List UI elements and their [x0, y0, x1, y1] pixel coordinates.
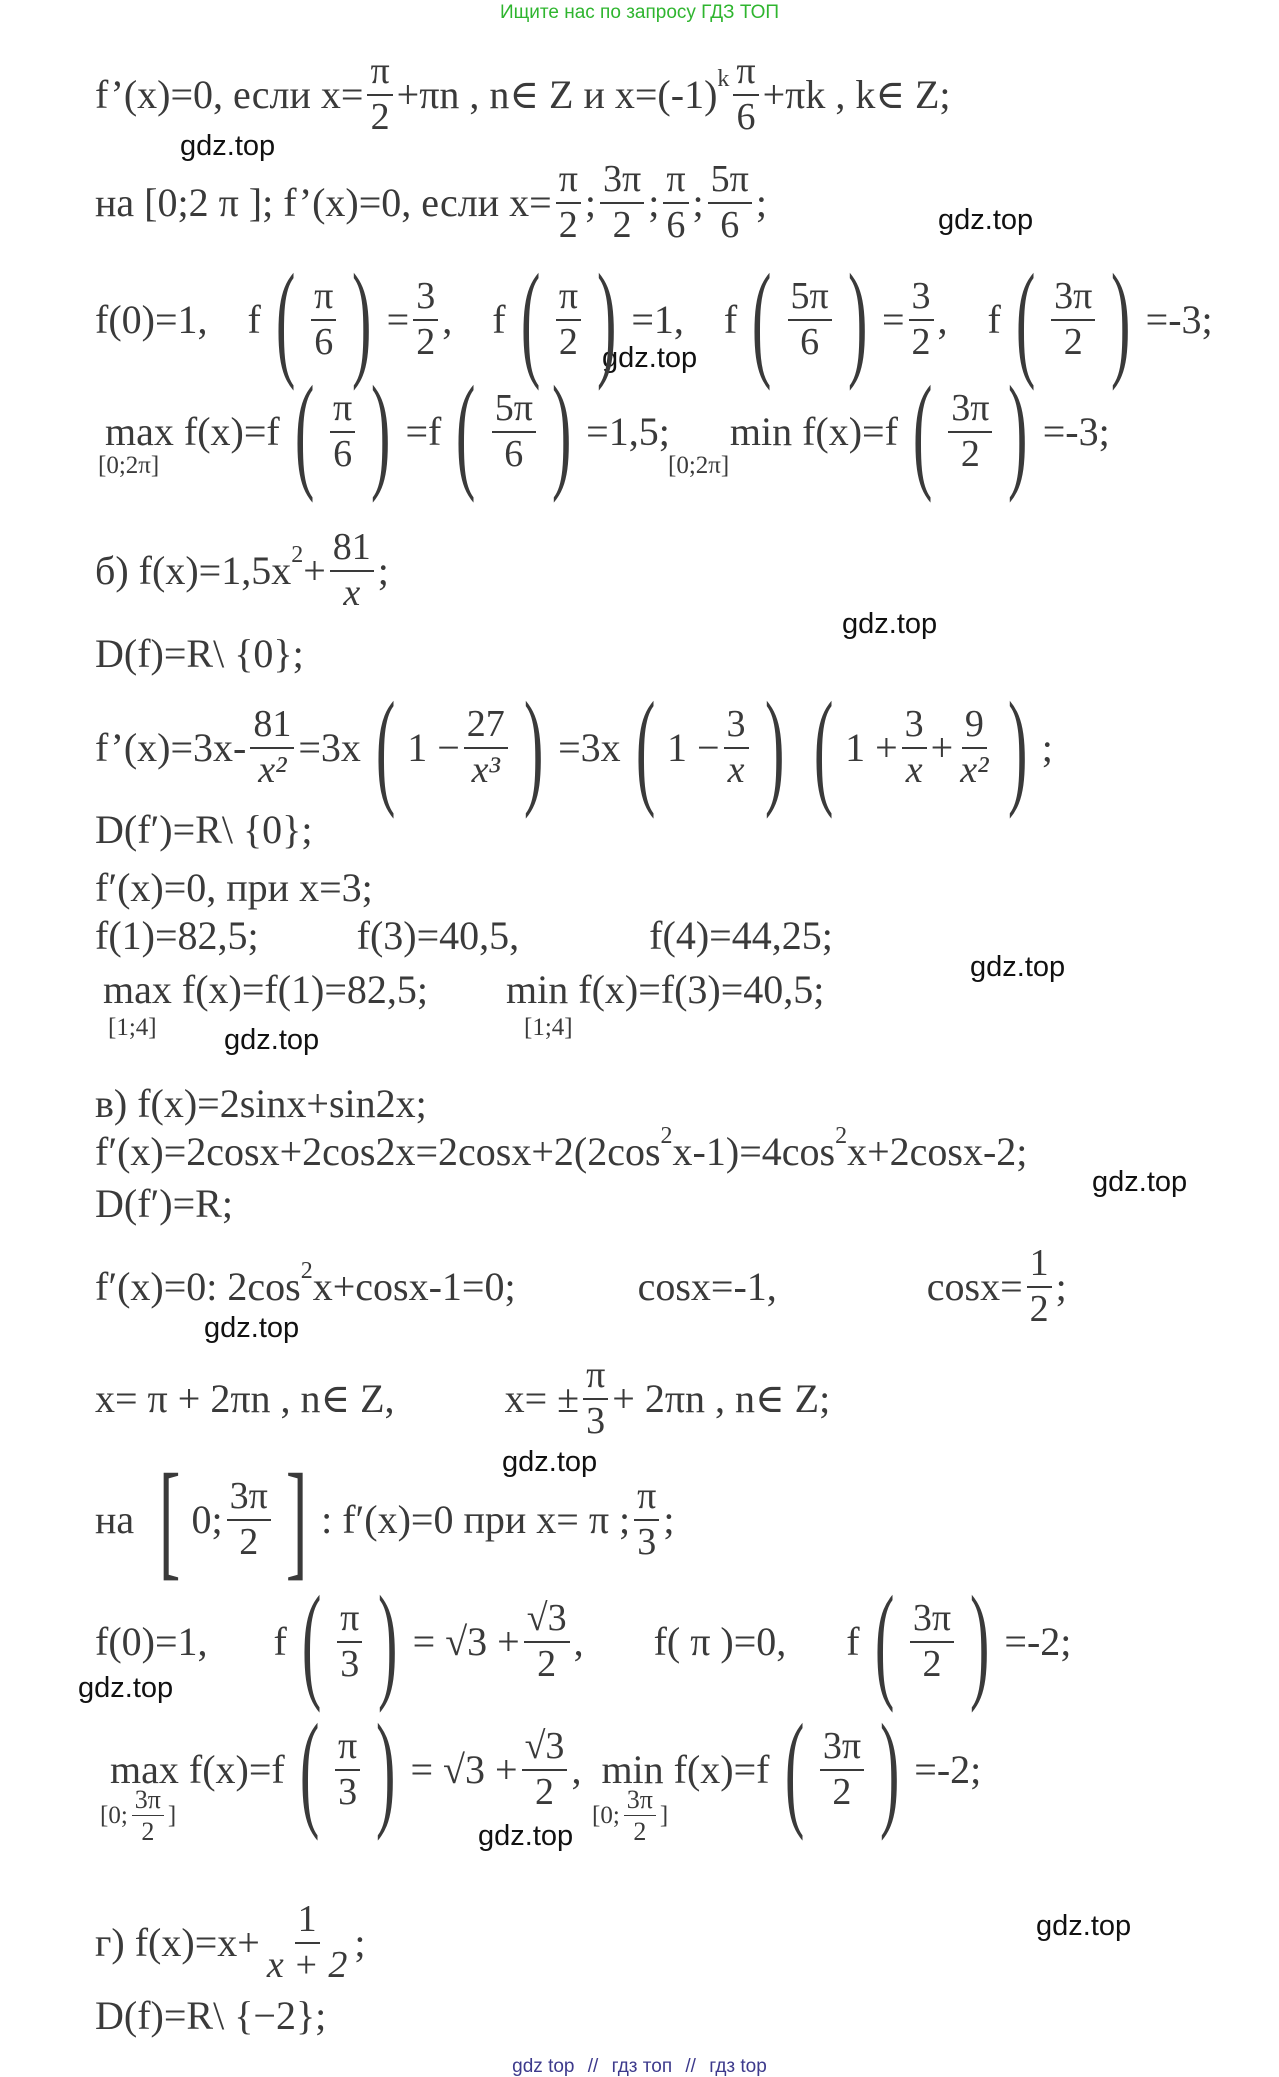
fraction [337, 1599, 362, 1685]
formula-line [95, 1244, 1067, 1330]
text: =-2; [914, 1747, 982, 1792]
text: в) f(x)=2sinx+sin2x; [95, 1081, 427, 1126]
fraction-numerator: 3 [724, 705, 749, 749]
watermark: gdz.top [602, 342, 698, 374]
fraction-denominator: 2 [537, 1643, 557, 1685]
fraction [663, 160, 688, 246]
fraction-numerator: 3 [909, 277, 934, 321]
formula-line [95, 1082, 427, 1126]
parentheses [624, 676, 796, 820]
fraction-denominator: 2 [535, 1771, 554, 1813]
paren-open: ( [874, 1570, 895, 1714]
text: , [937, 297, 948, 342]
fraction-numerator: π [556, 277, 581, 321]
watermark: gdz.top [938, 204, 1034, 236]
text: , [573, 1619, 584, 1664]
text: ] [167, 1801, 177, 1829]
fraction [492, 389, 536, 475]
formula-line [95, 248, 1213, 392]
fraction [902, 705, 927, 791]
text: x-1)=4cos [672, 1129, 836, 1174]
fraction [311, 277, 336, 363]
fraction-denominator: x [727, 749, 745, 791]
text: f [723, 297, 738, 342]
fraction-denominator: 2 [633, 1817, 647, 1847]
text: f(4)=44,25; [649, 913, 833, 958]
text: + 2πn , n∈ Z; [612, 1375, 831, 1421]
fraction-denominator: x [343, 571, 361, 614]
parentheses [901, 360, 1040, 504]
text: f [492, 297, 506, 342]
fraction [556, 160, 581, 246]
top-banner[interactable]: Ищите нас по запросу ГДЗ ТОП [499, 2, 780, 23]
fraction-numerator: π [311, 277, 336, 321]
parentheses [740, 248, 879, 392]
paren-close: ) [1007, 676, 1027, 820]
text: f(3)=40,5, [356, 913, 520, 958]
fraction-denominator: 6 [666, 203, 686, 246]
watermark: gdz.top [180, 130, 276, 162]
text: , [442, 297, 453, 342]
text: б) f(x)=1,5x [95, 547, 292, 593]
parentheses [1004, 248, 1143, 392]
fraction [250, 705, 294, 791]
text: ; [1055, 1263, 1067, 1309]
watermark: gdz.top [1036, 1910, 1132, 1942]
superscript: 2 [835, 1122, 848, 1149]
text: = [386, 297, 410, 342]
paren-open: ( [299, 1698, 320, 1842]
text: г) f(x)=x+ [95, 1919, 260, 1965]
text: ; [663, 1497, 675, 1542]
paren-open: ( [301, 1570, 322, 1714]
footer-link[interactable]: gdz top [512, 2056, 575, 2077]
fraction-numerator: 3 [413, 277, 438, 321]
fraction-denominator: 6 [504, 433, 524, 475]
fraction [1051, 277, 1095, 363]
fraction-numerator: 3π [948, 389, 992, 433]
parentheses [283, 360, 403, 504]
text: f’(x)=0, если x= [95, 71, 364, 117]
text: cosx=-1, [637, 1263, 777, 1309]
fraction [600, 160, 644, 246]
fraction-denominator: 2 [1029, 1287, 1049, 1330]
paren-close: ) [371, 360, 391, 504]
text: =3x [558, 725, 621, 770]
formula-line [95, 676, 1053, 820]
text: =1, [631, 297, 684, 342]
text: на [95, 1497, 135, 1542]
paren-close: ) [764, 676, 784, 820]
text: f′(x)=2cosx+2cos2x=2cosx+2(2cos [95, 1129, 661, 1174]
fraction-numerator: π [733, 52, 758, 96]
fraction-denominator: 6 [800, 321, 820, 363]
fraction-numerator: 5π [788, 277, 832, 321]
fraction-numerator: 3π [600, 160, 644, 204]
parentheses [290, 1570, 410, 1714]
interval-subscript: [0;2π] [98, 452, 160, 479]
fraction [733, 52, 758, 138]
text: f [987, 297, 1001, 342]
text: =3x [298, 725, 361, 770]
paren-open: ( [294, 360, 315, 504]
fraction [522, 1727, 568, 1813]
paren-open: ( [813, 676, 834, 820]
paren-open: ( [456, 360, 476, 504]
text: =1,5; [586, 409, 670, 454]
fraction-denominator: 2 [922, 1643, 942, 1685]
fraction-denominator: 3 [338, 1771, 358, 1813]
text: , [571, 1747, 582, 1792]
text: f(0)=1, [95, 1619, 208, 1664]
fraction-denominator: 6 [333, 433, 353, 475]
fraction-numerator: 1 [1027, 1244, 1052, 1288]
text: : f′(x)=0 при x= π ; [321, 1497, 631, 1542]
fraction-numerator: √3 [522, 1727, 568, 1771]
fraction-denominator: 2 [1063, 321, 1083, 363]
text: x+2cosx-2; [847, 1129, 1028, 1174]
fraction-numerator: π [556, 160, 581, 204]
fraction-denominator: 2 [239, 1521, 259, 1563]
superscript: 2 [660, 1122, 673, 1149]
text: x= π + 2πn , n∈ Z, [95, 1375, 395, 1421]
text: D(f)=R\ {−2}; [95, 1993, 327, 2038]
text: D(f′)=R; [95, 1181, 233, 1226]
parentheses [509, 248, 629, 392]
paren-close: ) [970, 1570, 990, 1714]
paren-close: ) [523, 676, 544, 820]
paren-open: ( [635, 676, 656, 820]
fraction-denominator: 2 [911, 321, 931, 363]
text: [0; [592, 1801, 620, 1829]
text: ; [1041, 725, 1053, 770]
max-label: max f(x)=f [105, 409, 280, 454]
paren-close: ) [1008, 360, 1028, 504]
text: + [930, 725, 954, 770]
fraction [624, 1786, 656, 1846]
formula-line [95, 808, 312, 852]
fraction [724, 705, 749, 791]
formula-line [95, 914, 833, 958]
text: x= ± [504, 1375, 580, 1421]
brackets [148, 1448, 318, 1592]
fraction-numerator: 3π [910, 1599, 954, 1643]
fraction-numerator: π [330, 389, 355, 433]
formula-line [95, 52, 951, 138]
text: f [273, 1619, 287, 1664]
fraction-denominator: x² [258, 749, 287, 791]
fraction-denominator: 6 [736, 95, 756, 138]
footer-separator: // [587, 2056, 599, 2077]
bracket-open: [ [158, 1448, 181, 1592]
fraction [910, 1599, 954, 1685]
text: =f [405, 409, 442, 454]
parentheses [288, 1698, 408, 1842]
min-label: min f(x)=f [601, 1747, 770, 1792]
formula-line [95, 1122, 1028, 1174]
footer-link[interactable]: гдз top [709, 2056, 767, 2077]
text: +πn , n∈ Z и x=(-1) [396, 71, 718, 117]
text: =-3; [1042, 409, 1110, 454]
paren-close: ) [847, 248, 868, 392]
fraction-numerator: π [583, 1356, 608, 1400]
text: = [881, 297, 905, 342]
text: [0; [100, 1801, 128, 1829]
fraction-denominator: x³ [471, 749, 500, 791]
text: f( π )=0, [653, 1619, 787, 1664]
paren-open: ( [1015, 248, 1036, 392]
watermark: gdz.top [502, 1446, 598, 1478]
fraction-numerator: 9 [962, 705, 987, 749]
superscript: k [717, 65, 730, 92]
formula-line [95, 1182, 233, 1226]
text: 1 − [407, 725, 460, 770]
fraction-numerator: 1 [295, 1900, 320, 1944]
interval-subscript [592, 1786, 668, 1846]
fraction [957, 705, 991, 791]
paren-open: ( [752, 248, 772, 392]
fraction-denominator: 2 [416, 321, 436, 363]
fraction-numerator: 81 [330, 528, 374, 572]
fraction [708, 160, 752, 246]
text: f(0)=1, [95, 297, 208, 342]
formula-line [95, 1356, 830, 1442]
watermark: gdz.top [1092, 1166, 1188, 1198]
formula-line [95, 528, 389, 614]
paren-close: ) [352, 248, 372, 392]
paren-open: ( [912, 360, 933, 504]
fraction [634, 1477, 659, 1563]
fraction [264, 1900, 351, 1986]
formula-line: на [0;2 π ]; f’(x)=0, если x= $\frac{\pi}{2}$ ; $\frac{3\pi}{2}$ ; $\frac{\pi}{6}$ ; $\frac{5\pi}{6}$ ; [95, 158, 767, 246]
fraction [583, 1356, 608, 1442]
fraction-denominator: 2 [558, 321, 578, 363]
parentheses [364, 676, 555, 820]
fraction [909, 277, 934, 363]
text: f [846, 1619, 860, 1664]
paren-close: ) [376, 1698, 396, 1842]
fraction [367, 52, 392, 138]
fraction-numerator: 81 [250, 705, 294, 749]
footer-separator: // [685, 2056, 696, 2077]
fraction-denominator: 2 [960, 433, 980, 475]
text: =-3; [1145, 297, 1213, 342]
text: ; [377, 547, 389, 593]
formula-line [105, 360, 1110, 504]
superscript: 2 [291, 541, 304, 568]
text: D(f′)=R\ {0}; [95, 807, 313, 852]
fraction-numerator: 3π [624, 1786, 656, 1816]
fraction-denominator: 2 [141, 1817, 155, 1847]
paren-open: ( [375, 676, 396, 820]
paren-close: ) [378, 1570, 398, 1714]
watermark: gdz.top [224, 1024, 320, 1056]
text: = √3 + [412, 1619, 520, 1664]
fraction-denominator: 3 [637, 1521, 657, 1563]
fraction-denominator: 2 [370, 95, 390, 138]
formula-line [95, 1570, 1072, 1714]
fraction [132, 1786, 164, 1846]
fraction-numerator: 5π [492, 389, 536, 433]
fraction-numerator: π [337, 1599, 362, 1643]
fraction-denominator: 6 [720, 203, 740, 246]
formula-line [103, 968, 824, 1012]
paren-open: ( [520, 248, 540, 392]
text: min f(x)=f(3)=40,5; [506, 967, 825, 1012]
parentheses [773, 1698, 912, 1842]
fraction [820, 1727, 864, 1813]
watermark: gdz.top [842, 608, 938, 640]
fraction-denominator: 6 [314, 321, 334, 363]
footer-link[interactable]: гдз топ [611, 2056, 673, 2077]
paren-close: ) [551, 360, 572, 504]
fraction-denominator: x² [960, 749, 989, 791]
watermark: gdz.top [478, 1820, 574, 1852]
fraction-denominator: 3 [586, 1399, 606, 1442]
max-label: max f(x)=f [110, 1747, 285, 1792]
fraction [413, 277, 438, 363]
paren-close: ) [879, 1698, 900, 1842]
parentheses [863, 1570, 1002, 1714]
footer-links [0, 2057, 1279, 2076]
text: f’(x)=3x- [95, 725, 247, 770]
parentheses [264, 248, 384, 392]
fraction [335, 1727, 360, 1813]
fraction [464, 705, 508, 791]
text: = √3 + [410, 1747, 518, 1792]
fraction [556, 277, 581, 363]
fraction-numerator: 3 [902, 705, 927, 749]
watermark: gdz.top [78, 1672, 174, 1704]
fraction-denominator: x [905, 749, 923, 791]
text: D(f)=R\ {0}; [95, 631, 304, 676]
fraction [524, 1599, 570, 1685]
text: f(1)=82,5; [95, 913, 259, 958]
text: =-2; [1004, 1619, 1072, 1664]
parentheses [444, 360, 583, 504]
fraction-numerator: π [634, 1477, 659, 1521]
fraction-denominator: x + 2 [266, 1943, 348, 1986]
text: на [0;2 π ]; f’(x)=0, если x= [95, 179, 552, 225]
text: f [247, 297, 261, 342]
fraction-denominator: 3 [340, 1643, 360, 1685]
fraction [227, 1477, 271, 1563]
watermark: gdz.top [204, 1312, 300, 1344]
fraction-numerator: π [367, 52, 392, 96]
text: + [303, 547, 326, 593]
text: cosx= [926, 1263, 1023, 1309]
paren-close: ) [1111, 248, 1131, 392]
fraction-denominator: 2 [612, 203, 632, 246]
text: f′(x)=0, при x=3; [95, 865, 373, 910]
fraction [1027, 1244, 1052, 1330]
interval-subscript [100, 1786, 176, 1846]
fraction-denominator: 2 [558, 203, 578, 246]
paren-close: ) [596, 248, 617, 392]
parentheses [802, 676, 1039, 820]
text: 1 + [845, 725, 898, 770]
fraction-numerator: 3π [227, 1477, 271, 1521]
text: max f(x)=f(1)=82,5; [103, 967, 429, 1012]
fraction [330, 528, 374, 614]
fraction-numerator: 5π [708, 160, 752, 204]
formula-line [95, 1900, 365, 1986]
text: +πk , k∈ Z; [762, 71, 951, 117]
watermark: gdz.top [970, 951, 1066, 983]
formula-line [95, 632, 304, 676]
text: 1 − [666, 725, 720, 770]
fraction-numerator: 3π [132, 1786, 164, 1816]
text: x+cosx-1=0; [312, 1263, 516, 1309]
min-label: min f(x)=f [729, 409, 898, 454]
fraction [330, 389, 355, 475]
fraction-numerator: 27 [464, 705, 508, 749]
formula-line [95, 866, 373, 910]
paren-open: ( [275, 248, 296, 392]
text: 0; [191, 1497, 223, 1542]
fraction [948, 389, 992, 475]
interval-subscript: [0;2π] [668, 452, 730, 479]
text: ] [659, 1801, 669, 1829]
text: ; [354, 1919, 366, 1965]
paren-open: ( [784, 1698, 804, 1842]
fraction-numerator: 3π [820, 1727, 864, 1771]
fraction-denominator: 2 [832, 1771, 852, 1813]
superscript: 2 [300, 1257, 313, 1284]
interval-subscript: [1;4] [108, 1014, 157, 1041]
fraction [788, 277, 832, 363]
formula-line [95, 1994, 326, 2038]
fraction-numerator: π [335, 1727, 360, 1771]
bracket-close: ] [285, 1448, 308, 1592]
interval-subscript: [1;4] [524, 1014, 573, 1041]
fraction-numerator: √3 [524, 1599, 570, 1643]
text: f′(x)=0: 2cos [95, 1263, 301, 1309]
fraction-numerator: 3π [1051, 277, 1095, 321]
fraction-numerator: π [663, 160, 688, 204]
